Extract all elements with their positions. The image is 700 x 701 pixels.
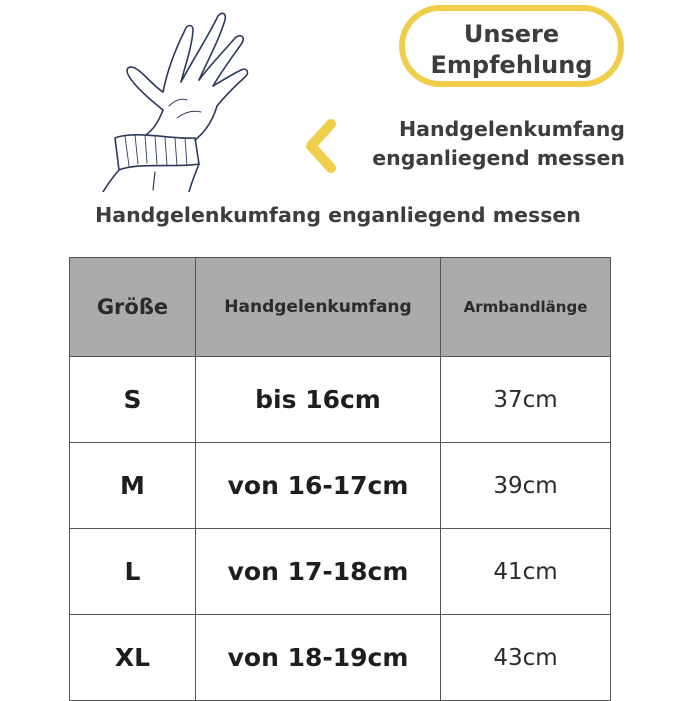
band-length-cell: 37cm	[441, 357, 611, 443]
size-table	[69, 257, 611, 701]
table-row	[70, 615, 611, 701]
size-cell: S	[70, 357, 196, 443]
table-header-row	[70, 258, 611, 357]
table-row	[70, 443, 611, 529]
badge-line-2: Empfehlung	[430, 51, 593, 79]
table-row	[70, 529, 611, 615]
wrist-cell: bis 16cm	[196, 357, 441, 443]
chevron-left-icon	[301, 118, 341, 174]
band-length-cell: 41cm	[441, 529, 611, 615]
recommendation-badge	[399, 5, 624, 87]
measure-note-line-2: enganliegend messen	[372, 146, 625, 170]
hand-measuring-wrist-icon	[95, 2, 270, 192]
wrist-cell: von 17-18cm	[196, 529, 441, 615]
wrist-cell: von 16-17cm	[196, 443, 441, 529]
header-band-length: Armbandlänge	[441, 258, 611, 357]
measure-note-line-1: Handgelenkumfang	[399, 117, 625, 141]
band-length-cell: 43cm	[441, 615, 611, 701]
size-cell: XL	[70, 615, 196, 701]
size-cell: M	[70, 443, 196, 529]
header-size: Größe	[70, 258, 196, 357]
wrist-cell: von 18-19cm	[196, 615, 441, 701]
page-subtitle: Handgelenkumfang enganliegend messen	[95, 203, 581, 227]
badge-line-1: Unsere	[463, 20, 560, 48]
header-wrist: Handgelenkumfang	[196, 258, 441, 357]
size-cell: L	[70, 529, 196, 615]
table-row	[70, 357, 611, 443]
measure-note	[372, 115, 625, 173]
band-length-cell: 39cm	[441, 443, 611, 529]
